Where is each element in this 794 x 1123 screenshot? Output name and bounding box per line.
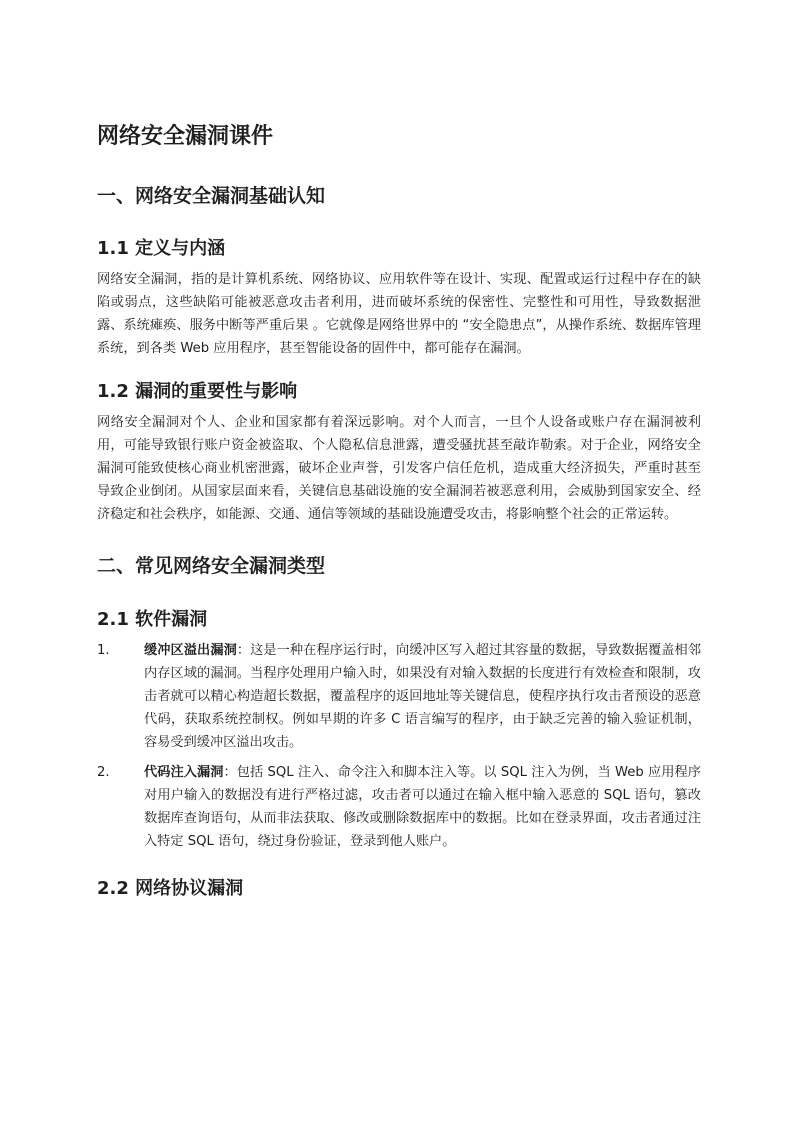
list-item-number: 2.: [97, 765, 110, 780]
list-item-number: 1.: [97, 643, 110, 658]
section-heading-1: 一、网络安全漏洞基础认知: [97, 185, 326, 207]
list-item-term: 代码注入漏洞: [144, 765, 224, 780]
paragraph-importance: 网络安全漏洞对个人、企业和国家都有着深远影响。对个人而言，一旦个人设备或账户存在漏洞被利用，可能导致银行账户资金被盗取、个人隐私信息泄露，遭受骚扰甚至敲诈勒索。对于企业，网络安全漏洞可能致使核心商业机密泄露，破坏企业声誉，引发客户信任危机，造成重大经济损失，严重时甚至导致企业倒闭。从国家层面来看，关键信息基础设施的安全漏洞若被恶意利用，会威胁到国家安全、经济稳定和社会秩序，如能源、交通、通信等领域的基础设施遭受攻击，将影响整个社会的正常运转。: [97, 415, 701, 522]
section-heading-2: 二、常见网络安全漏洞类型: [97, 555, 326, 577]
subsection-heading-1-1: 1.1 定义与内涵: [97, 238, 226, 259]
subsection-heading-1-2: 1.2 漏洞的重要性与影响: [97, 381, 298, 402]
document-title: 网络安全漏洞课件: [97, 124, 274, 149]
list-item: [97, 639, 701, 754]
subsection-heading-2-1: 2.1 软件漏洞: [97, 609, 208, 630]
list-item-term: 缓冲区溢出漏洞: [144, 643, 237, 658]
subsection-heading-2-2: 2.2 网络协议漏洞: [97, 878, 244, 899]
paragraph-definition: 网络安全漏洞，指的是计算机系统、网络协议、应用软件等在设计、实现、配置或运行过程中存在的缺陷或弱点，这些缺陷可能被恶意攻击者利用，进而破坏系统的保密性、完整性和可用性，导致数据泄露、系统瘫痪、服务中断等严重后果 。它就像是网络世界中的 “安全隐患点”，从操作系统、数据库管理系统，到各类 Web 应用程序，甚至智能设备的固件中，都可能存在漏洞。: [97, 272, 701, 356]
list-item: [97, 761, 701, 853]
list-item-text: ：包括 SQL 注入、命令注入和脚本注入等。以 SQL 注入为例，当 Web 应用程序对用户输入的数据没有进行严格过滤，攻击者可以通过在输入框中输入恶意的 SQL 语句，篡改数据库查询语句，从而非法获取、修改或删除数据库中的数据。比如在登录界面，攻击者通过注入特定 SQL 语句，绕过身份验证，登录到他人账户。: [144, 765, 701, 849]
document-page: [97, 118, 701, 903]
software-vulnerability-list: [97, 639, 701, 853]
list-item-text: ：这是一种在程序运行时，向缓冲区写入超过其容量的数据，导致数据覆盖相邻内存区域的漏洞。当程序处理用户输入时，如果没有对输入数据的长度进行有效检查和限制，攻击者就可以精心构造超长数据，覆盖程序的返回地址等关键信息，使程序执行攻击者预设的恶意代码，获取系统控制权。例如早期的许多 C 语言编写的程序，由于缺乏完善的输入验证机制，容易受到缓冲区溢出攻击。: [144, 643, 702, 750]
